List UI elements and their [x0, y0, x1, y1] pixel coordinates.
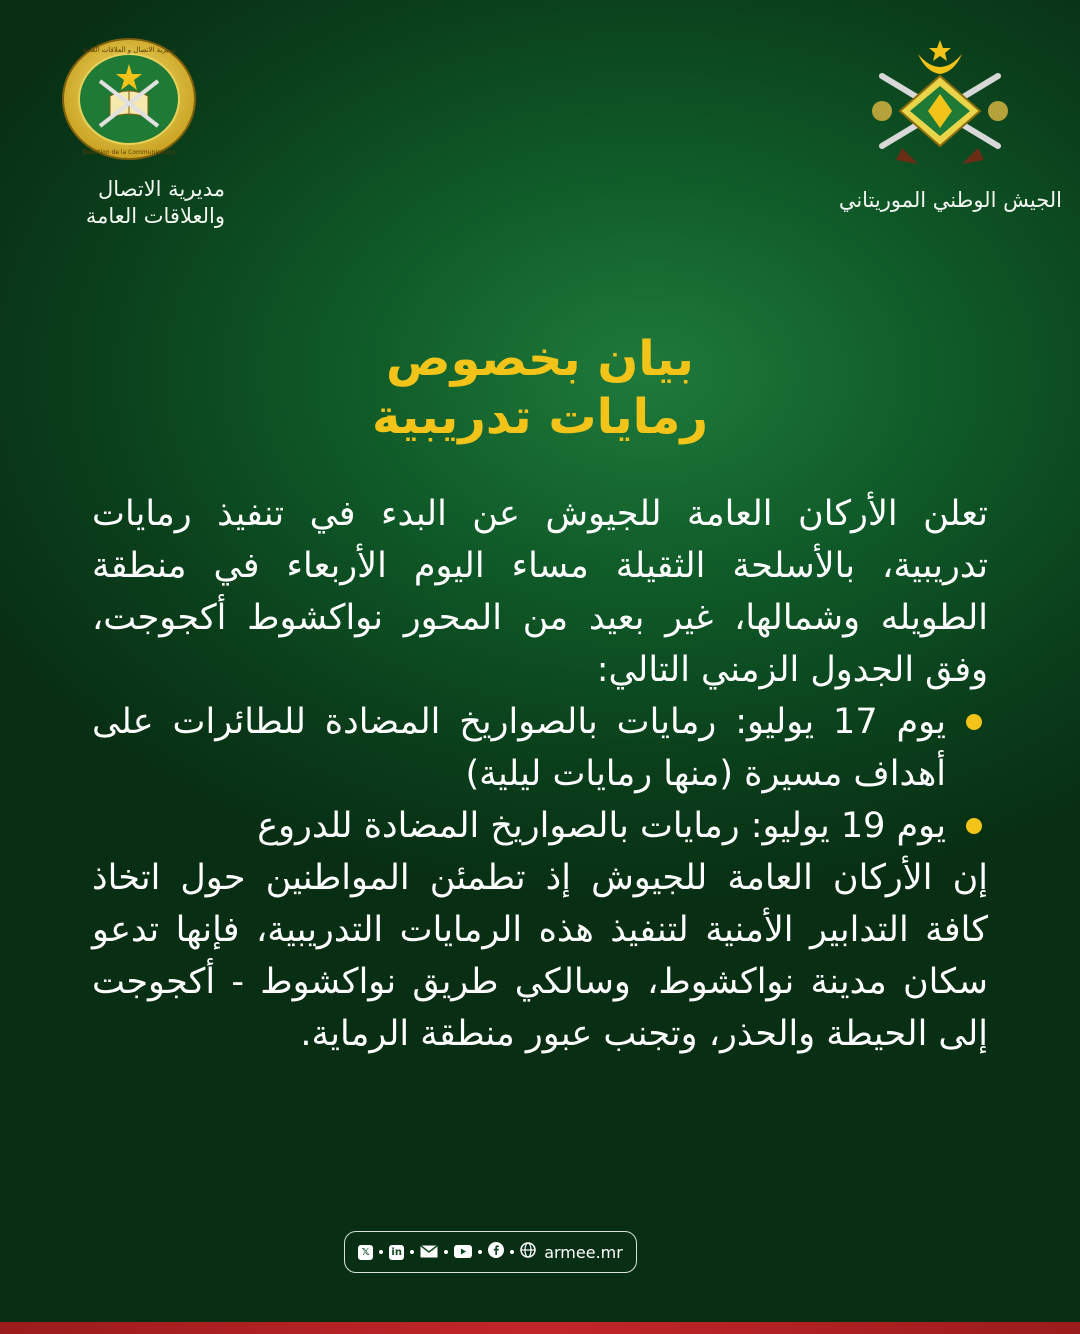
statement-body [92, 488, 988, 1060]
directorate-name-line1: مديرية الاتصال [97, 177, 225, 201]
bullet-dot-icon [966, 714, 982, 730]
schedule-item-text: يوم 19 يوليو: رمايات بالصواريخ المضادة للدروع [257, 806, 946, 846]
schedule-item [92, 696, 988, 800]
communication-directorate-logo [60, 36, 198, 162]
title-line1: بيان بخصوص [386, 331, 694, 387]
website-link[interactable]: armee.mr [544, 1242, 623, 1262]
separator-dot [410, 1250, 414, 1254]
social-links-bar [344, 1231, 637, 1273]
separator-dot [444, 1250, 448, 1254]
bullet-dot-icon [966, 818, 982, 834]
schedule-item-text: يوم 17 يوليو: رمايات بالصواريخ المضادة للطائرات على أهداف مسيرة (منها رمايات ليلية) [92, 702, 946, 794]
facebook-icon[interactable] [488, 1242, 504, 1262]
x-icon[interactable]: 𝕏 [358, 1245, 373, 1260]
army-name: الجيش الوطني الموريتاني [838, 188, 1062, 212]
separator-dot [478, 1250, 482, 1254]
national-army-emblem [862, 36, 1018, 170]
logo-left-french-text: Direction de la Communication [82, 149, 176, 156]
bottom-color-band [0, 1322, 1080, 1334]
separator-dot [510, 1250, 514, 1254]
youtube-icon[interactable] [454, 1243, 472, 1262]
globe-icon[interactable] [520, 1242, 536, 1262]
title-line2: رمايات تدريبية [371, 389, 709, 445]
statement-title [200, 330, 880, 446]
linkedin-icon[interactable]: in [389, 1245, 404, 1260]
schedule-item [92, 800, 988, 852]
directorate-name-line2: والعلاقات العامة [85, 204, 225, 228]
separator-dot [379, 1250, 383, 1254]
logo-left-arabic-text: مديرية الاتصال و العلاقات العامة [82, 46, 176, 54]
email-icon[interactable] [420, 1243, 438, 1262]
statement-closing: إن الأركان العامة للجيوش إذ تطمئن المواطنين حول اتخاذ كافة التدابير الأمنية لتنفيذ هذه الرمايات التدريبية، فإنها تدعو سكان مدينة نواكشوط، وسالكي طريق نواكشوط - أكجوجت إلى الحيطة والحذر، وتجنب عبور منطقة الرماية. [92, 858, 988, 1054]
schedule-list [92, 696, 988, 852]
statement-intro: تعلن الأركان العامة للجيوش عن البدء في تنفيذ رمايات تدريبية، بالأسلحة الثقيلة مساء اليوم الأربعاء في منطقة الطويله وشمالها، غير بعيد من المحور نواكشوط أكجوجت، وفق الجدول الزمني التالي: [92, 494, 988, 690]
directorate-name [20, 176, 225, 230]
